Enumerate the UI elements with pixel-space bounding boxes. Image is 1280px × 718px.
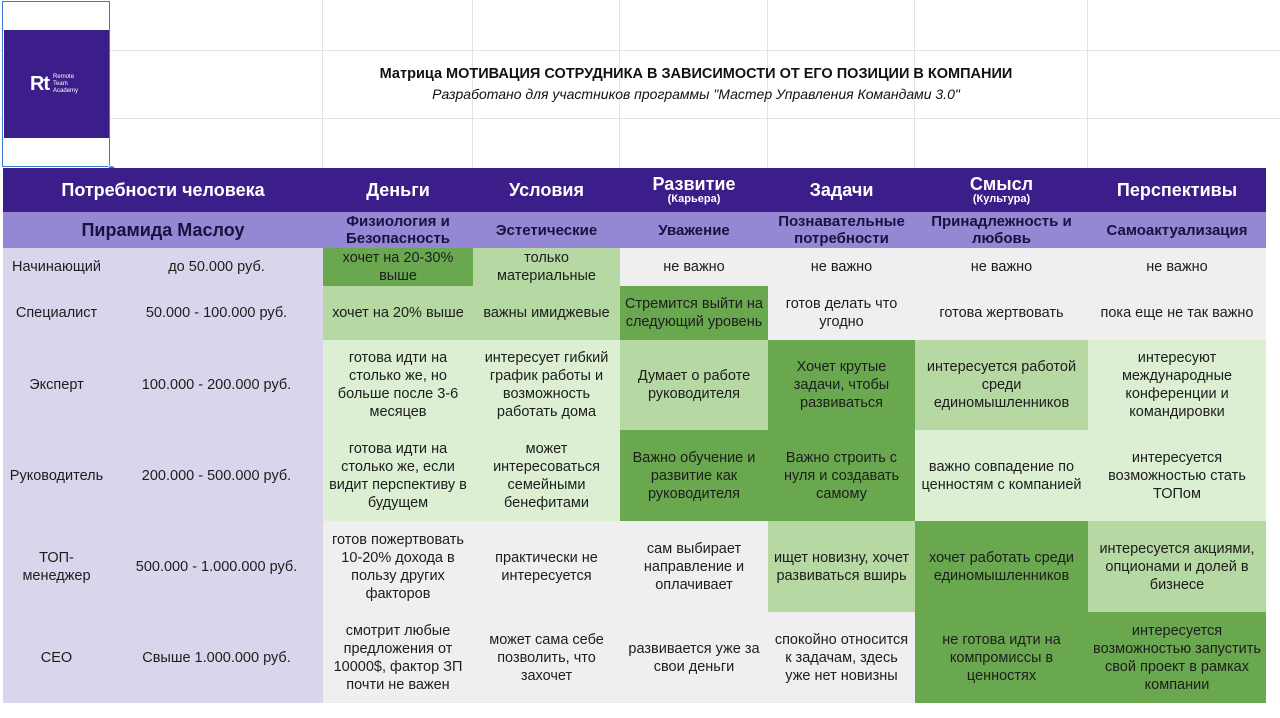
maslow-label[interactable]: Пирамида Маслоу: [3, 212, 323, 248]
matrix-cell[interactable]: интересуется возможностью стать ТОПом: [1088, 430, 1266, 521]
matrix-cell[interactable]: пока еще не так важно: [1088, 286, 1266, 340]
motivation-matrix: [3, 168, 1266, 703]
maslow-level[interactable]: Принадлежность и любовь: [915, 212, 1088, 248]
header-column-title: Смысл: [969, 174, 1034, 194]
matrix-cell[interactable]: готова жертвовать: [915, 286, 1088, 340]
header-column[interactable]: [473, 168, 620, 212]
gridline: [1087, 0, 1088, 168]
matrix-cell[interactable]: смотрит любые предложения от 10000$, фактор ЗП почти не важен: [323, 612, 473, 703]
gridline: [767, 0, 768, 168]
maslow-level[interactable]: Самоактуализация: [1088, 212, 1266, 248]
header-column-title: Развитие: [652, 174, 736, 194]
matrix-cell[interactable]: не важно: [768, 248, 915, 286]
header-column-title: Задачи: [809, 180, 874, 200]
matrix-cell[interactable]: не готова идти на компромиссы в ценностях: [915, 612, 1088, 703]
matrix-cell[interactable]: интересуется работой среди единомышленников: [915, 340, 1088, 430]
matrix-cell[interactable]: интересуется акциями, опционами и долей в бизнесе: [1088, 521, 1266, 612]
row-salary[interactable]: до 50.000 руб.: [110, 248, 323, 286]
logo-text: Remote Team Academy: [53, 73, 79, 94]
matrix-cell[interactable]: Думает о работе руководителя: [620, 340, 768, 430]
logo-mark: Rt: [29, 72, 50, 95]
maslow-level[interactable]: Уважение: [620, 212, 768, 248]
gridline: [0, 50, 1280, 51]
company-logo[interactable]: [4, 30, 109, 138]
row-salary[interactable]: Свыше 1.000.000 руб.: [110, 612, 323, 703]
matrix-cell[interactable]: готов пожертвовать 10-20% дохода в пользу других факторов: [323, 521, 473, 612]
header-column-title: Условия: [509, 180, 584, 200]
gridline: [472, 0, 473, 168]
matrix-cell[interactable]: не важно: [620, 248, 768, 286]
row-salary[interactable]: 100.000 - 200.000 руб.: [110, 340, 323, 430]
header-column[interactable]: [768, 168, 915, 212]
gridline: [322, 0, 323, 168]
header-column[interactable]: [620, 168, 768, 212]
header-column-subtitle: (Культура): [972, 193, 1031, 205]
header-column[interactable]: [915, 168, 1088, 212]
matrix-cell[interactable]: готова идти на столько же, если видит перспективу в будущем: [323, 430, 473, 521]
gridline: [0, 118, 1280, 119]
matrix-cell[interactable]: Важно строить с нуля и создавать самому: [768, 430, 915, 521]
matrix-cell[interactable]: готов делать что угодно: [768, 286, 915, 340]
row-salary[interactable]: 50.000 - 100.000 руб.: [110, 286, 323, 340]
matrix-cell[interactable]: может сама себе позволить, что захочет: [473, 612, 620, 703]
matrix-cell[interactable]: интересуется возможностью запустить свой проект в рамках компании: [1088, 612, 1266, 703]
header-column[interactable]: [1088, 168, 1266, 212]
matrix-cell[interactable]: хочет работать среди единомышленников: [915, 521, 1088, 612]
matrix-cell[interactable]: практически не интересуется: [473, 521, 620, 612]
matrix-cell[interactable]: не важно: [1088, 248, 1266, 286]
matrix-cell[interactable]: хочет на 20% выше: [323, 286, 473, 340]
header-column-subtitle: (Карьера): [667, 193, 721, 205]
row-role[interactable]: Специалист: [3, 286, 110, 340]
matrix-cell[interactable]: интересуют международные конференции и командировки: [1088, 340, 1266, 430]
matrix-cell[interactable]: интересует гибкий график работы и возможность работать дома: [473, 340, 620, 430]
maslow-level[interactable]: Эстетические: [473, 212, 620, 248]
gridline: [914, 0, 915, 168]
header-column-title: Перспективы: [1116, 180, 1238, 200]
gridline: [619, 0, 620, 168]
matrix-cell[interactable]: может интересоваться семейными бенефитами: [473, 430, 620, 521]
row-role[interactable]: Начинающий: [3, 248, 110, 286]
matrix-cell[interactable]: Стремится выйти на следующий уровень: [620, 286, 768, 340]
row-role[interactable]: CEO: [3, 612, 110, 703]
matrix-cell[interactable]: важны имиджевые: [473, 286, 620, 340]
row-role[interactable]: Руководитель: [3, 430, 110, 521]
page-title: Матрица МОТИВАЦИЯ СОТРУДНИКА В ЗАВИСИМОСТИ ОТ ЕГО ПОЗИЦИИ В КОМПАНИИ: [379, 66, 1013, 82]
matrix-cell[interactable]: Хочет крутые задачи, чтобы развиваться: [768, 340, 915, 430]
matrix-cell[interactable]: развивается уже за свои деньги: [620, 612, 768, 703]
header-column-title: Деньги: [366, 180, 430, 200]
matrix-cell[interactable]: важно совпадение по ценностям с компанией: [915, 430, 1088, 521]
matrix-cell[interactable]: хочет на 20-30% выше: [323, 248, 473, 286]
matrix-cell[interactable]: ищет новизну, хочет развиваться вширь: [768, 521, 915, 612]
matrix-cell[interactable]: готова идти на столько же, но больше после 3-6 месяцев: [323, 340, 473, 430]
row-role[interactable]: Эксперт: [3, 340, 110, 430]
row-salary[interactable]: 200.000 - 500.000 руб.: [110, 430, 323, 521]
header-column[interactable]: [323, 168, 473, 212]
row-salary[interactable]: 500.000 - 1.000.000 руб.: [110, 521, 323, 612]
matrix-cell[interactable]: только материальные: [473, 248, 620, 286]
row-role[interactable]: ТОП-менеджер: [3, 521, 110, 612]
matrix-cell[interactable]: Важно обучение и развитие как руководителя: [620, 430, 768, 521]
page-subtitle: Разработано для участников программы "Мастер Управления Командами 3.0": [432, 86, 960, 102]
header-needs[interactable]: Потребности человека: [3, 168, 323, 212]
maslow-level[interactable]: Познавательные потребности: [768, 212, 915, 248]
matrix-cell[interactable]: спокойно относится к задачам, здесь уже нет новизны: [768, 612, 915, 703]
matrix-cell[interactable]: не важно: [915, 248, 1088, 286]
matrix-cell[interactable]: сам выбирает направление и оплачивает: [620, 521, 768, 612]
maslow-level[interactable]: Физиология и Безопасность: [323, 212, 473, 248]
